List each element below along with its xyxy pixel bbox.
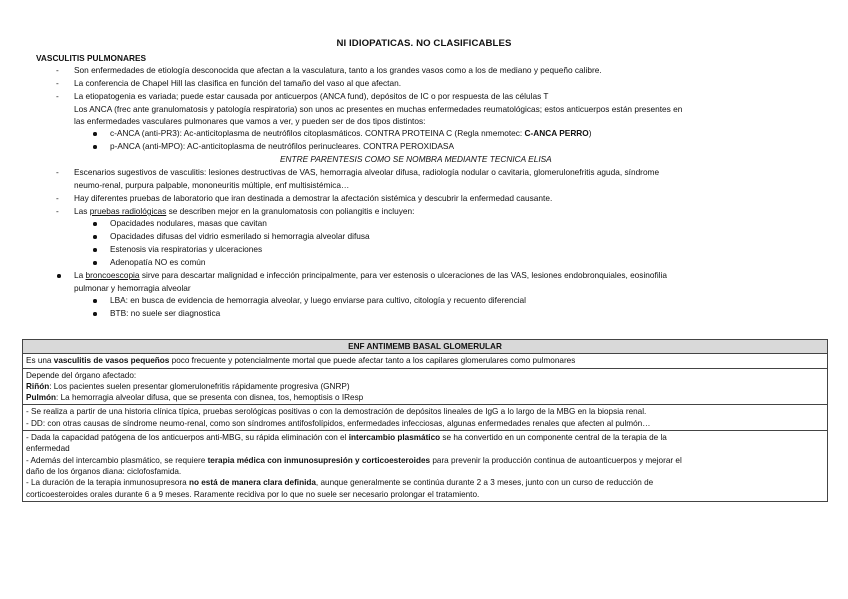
paragraph-line: pulmonar y hemorragia alveolar — [74, 283, 191, 293]
paragraph-line: Los ANCA (frec ante granulomatosis y patología respiratoria) son unos ac presentes en muchas enfermedades reumatológicas; estos anticuerpos están presentes en — [74, 104, 683, 114]
p-anca-line: p-ANCA (anti-MPO): AC-anticitoplasma de neutrófilos perinucleares. CONTRA PEROXIDASA — [110, 141, 454, 151]
bullet-dot — [93, 299, 97, 303]
paragraph-line: La conferencia de Chapel Hill las clasifica en función del tamaño del vaso al que afectan. — [74, 78, 402, 88]
c-anca-line: c-ANCA (anti-PR3): Ac-anticitoplasma de neutrófilos citoplasmáticos. CONTRA PROTEINA C (Regla nmemotec: C-ANCA PERRO) — [110, 128, 592, 138]
dash-bullet: - — [56, 193, 59, 203]
radiology-item: Opacidades difusas del vidrio esmerilado si hemorragia alveolar difusa — [110, 231, 370, 241]
btb-item: BTB: no suele ser diagnostica — [110, 308, 221, 318]
bullet-dot — [57, 274, 61, 278]
section-heading: VASCULITIS PULMONARES — [36, 53, 147, 63]
dash-bullet: - — [56, 167, 59, 177]
table-row: - Dada la capacidad patógena de los anticuerpos anti-MBG, su rápida eliminación con el intercambio plasmático se ha convertido en un componente central de la terapia de la enfermedad - Además del intercambio plasmático, se requiere terapia médica con inmunosupresión y corticoesteroides para prevenir la producción continua de autoanticuerpos y mejorar el daño de los órganos diana: ciclofosfamida. - La duración de la terapia inmunosupresora no está de manera clara definida, aunque generalmente se continúa durante 2 a 3 meses, junto con un curso de reducción de corticoesteroides orales durante 6 a 9 meses. Raramente recidiva por lo que no suele ser necesario prolongar el tratamiento. — [23, 431, 828, 502]
dash-bullet: - — [56, 91, 59, 101]
table-row: - Se realiza a partir de una historia clínica típica, pruebas serológicas positivas o con la demostración de depósitos lineales de IgG a lo largo de la MBG en la biopsia renal. - DD: con otras causas de síndrome neumo-renal, como son síndromes antifosfolípidos, enfermedades infecciosas, algunas enfermedades renales que afecten al pulmón… — [23, 405, 828, 431]
paragraph-line: Hay diferentes pruebas de laboratorio que iran destinada a demostrar la afectación sistémica y descubrir la enfermedad causante. — [74, 193, 553, 203]
bullet-dot — [93, 312, 97, 316]
bullet-dot — [93, 222, 97, 226]
lba-item: LBA: en busca de evidencia de hemorragia alveolar, y luego enviarse para cultivo, citología y recuento diferencial — [110, 295, 527, 305]
table-header: ENF ANTIMEMB BASAL GLOMERULAR — [23, 340, 828, 354]
radiology-item: Estenosis via respiratorias y ulceraciones — [110, 244, 263, 254]
disease-table — [22, 339, 828, 502]
paragraph-line: neumo-renal, purpura palpable, mononeuritis múltiple, enf multisistémica… — [74, 180, 350, 190]
bullet-dot — [93, 248, 97, 252]
bullet-dot — [93, 261, 97, 265]
paragraph-line: las enfermedades vasculares pulmonares que vamos a ver, y pueden ser de dos tipos distintos: — [74, 116, 426, 126]
bronchoscopy-line: La broncoescopia sirve para descartar malignidad e infección principalmente, para ver estenosis o ulceraciones de las VAS, lesiones endobronquiales, eosinofilia — [74, 270, 667, 280]
bullet-dot — [93, 235, 97, 239]
dash-bullet: - — [56, 206, 59, 216]
radiology-item: Adenopatía NO es común — [110, 257, 206, 267]
radiology-intro: Las pruebas radiológicas se describen mejor en la granulomatosis con poliangitis e incluyen: — [74, 206, 415, 216]
radiology-item: Opacidades nodulares, masas que cavitan — [110, 218, 267, 228]
table-row: Es una vasculitis de vasos pequeños poco frecuente y potencialmente mortal que puede afectar tanto a los capilares glomerulares como pulmonares — [23, 354, 828, 368]
paragraph-line: La etiopatogenia es variada; puede estar causada por anticuerpos (ANCA fund), depósitos de IC o por respuesta de las células T — [74, 91, 549, 101]
paragraph-line: Escenarios sugestivos de vasculitis: lesiones destructivas de VAS, hemorragia alveolar difusa, radiología nodular o cavitaria, glomerulonefritis aguda, síndrome — [74, 167, 660, 177]
document-title: NI IDIOPATICAS. NO CLASIFICABLES — [336, 38, 512, 49]
table-row: Depende del órgano afectado: Riñón: Los pacientes suelen presentar glomerulonefritis rápidamente progresiva (GNRP) Pulmón: La hemorragia alveolar difusa, que se presenta con disnea, tos, hemoptisis o IResp — [23, 368, 828, 405]
italic-note: ENTRE PARENTESIS COMO SE NOMBRA MEDIANTE TECNICA ELISA — [280, 154, 552, 164]
dash-bullet: - — [56, 65, 59, 75]
paragraph-line: Son enfermedades de etiología desconocida que afectan a la vasculatura, tanto a los grandes vasos como a los de mediano y pequeño calibre. — [74, 65, 602, 75]
bullet-dot — [93, 132, 97, 136]
bullet-dot — [93, 145, 97, 149]
dash-bullet: - — [56, 78, 59, 88]
